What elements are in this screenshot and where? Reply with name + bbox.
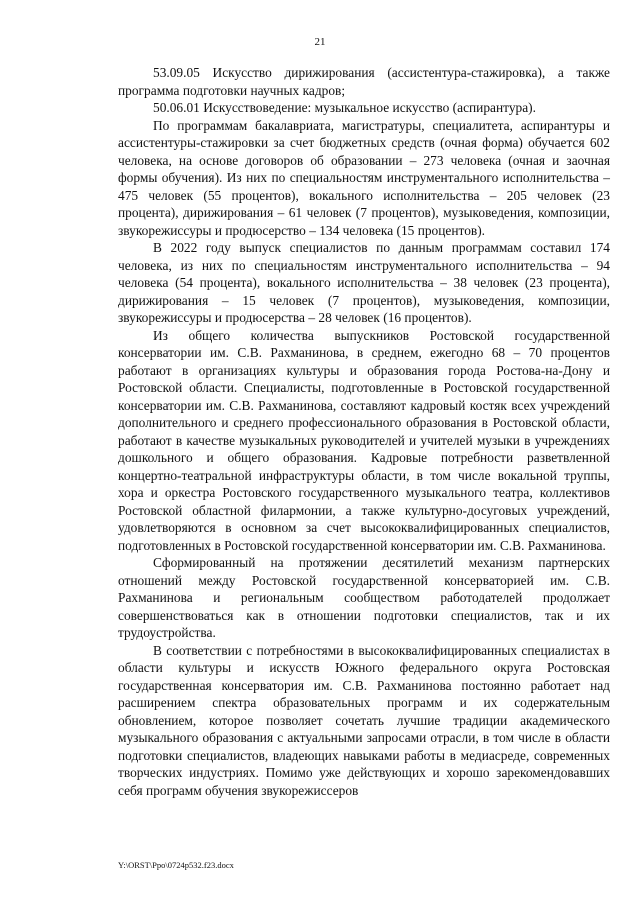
page-number: 21: [314, 36, 326, 48]
document-body: [118, 64, 610, 799]
paragraph-graduates-2022: В 2022 году выпуск специалистов по данным программам составил 174 человека, из них по специальностям инструментального исполнительства – 94 человека (54 процента), вокального исполнительства – 38 человек (23 процента), дирижирования – 15 человек (7 процентов), музыковедения, композиции, звукорежиссуры и продюсерства – 28 человек (16 процентов).: [118, 240, 610, 325]
paragraph-employment: Из общего количества выпускников Ростовской государственной консерватории им. С.В. Рахманинова, в среднем, ежегодно 68 – 70 процентов работают в организациях культуры и образования города Ростова-на-Дону и Ростовской области. Специалисты, подготовленные в Ростовской государственной консерватории им. С.В. Рахманинова, составляют кадровый костяк всех учреждений дополнительного и среднего профессионального образования в Ростовской области, работают в качестве музыкальных руководителей и учителей музыки в учреждениях дошкольного и общего образования. Кадровые потребности разветвленной концертно-театральной инфраструктуры области, в том числе вокальной труппы, хора и оркестра Ростовского государственного музыкального театра, коллективов Ростовской областной филармонии, а также культурно-досуговых учреждений, удовлетворяются в основном за счет высококвалифицированных специалистов, подготовленных в Ростовской государственной консерватории им. С.В. Рахманинова.: [118, 327, 610, 553]
paragraph-partnership: Сформированный на протяжении десятилетий механизм партнерских отношений между Ростовской государственной консерваторией им. С.В. Рахманинова и региональным сообществом работодателей продолжает совершенствоваться как в отношении подготовки специалистов, так и их трудоустройства.: [118, 555, 610, 640]
paragraph-program-art-studies: 50.06.01 Искусствоведение: музыкальное искусство (аспирантура).: [153, 100, 536, 115]
footer-file-path: Y:\ORST\Ppo\0724p532.f23.docx: [118, 860, 234, 870]
paragraph-program-development: В соответствии с потребностями в высококвалифицированных специалистах в области культуры и искусств Южного федерального округа Ростовская государственная консерватория им. С.В. Рахманинова постоянно работает над расширением спектра образовательных программ и их содержательным обновлением, которое позволяет сочетать лучшие традиции академического музыкального образования с актуальными запросами отрасли, в том числе в области подготовки специалистов, владеющих навыками работы в медиасреде, современных творческих индустриях. Помимо уже действующих и хорошо зарекомендовавших себя программ обучения звукорежиссеров: [118, 642, 610, 798]
paragraph-enrollment: По программам бакалавриата, магистратуры, специалитета, аспирантуры и ассистентуры-стажировки за счет бюджетных средств (очная форма) обучается 602 человека, на основе договоров об образовании – 273 человека (очная и заочная формы обучения). Из них по специальностям инструментального исполнительства – 475 человек (55 процентов), вокального исполнительства – 205 человек (23 процента), дирижирования – 61 человек (7 процентов), музыковедения, композиции, звукорежиссуры и продюсерство – 134 человека (15 процентов).: [118, 117, 610, 238]
paragraph-program-conducting: 53.09.05 Искусство дирижирования (ассистентура-стажировка), а также программа подготовки научных кадров;: [118, 65, 610, 98]
